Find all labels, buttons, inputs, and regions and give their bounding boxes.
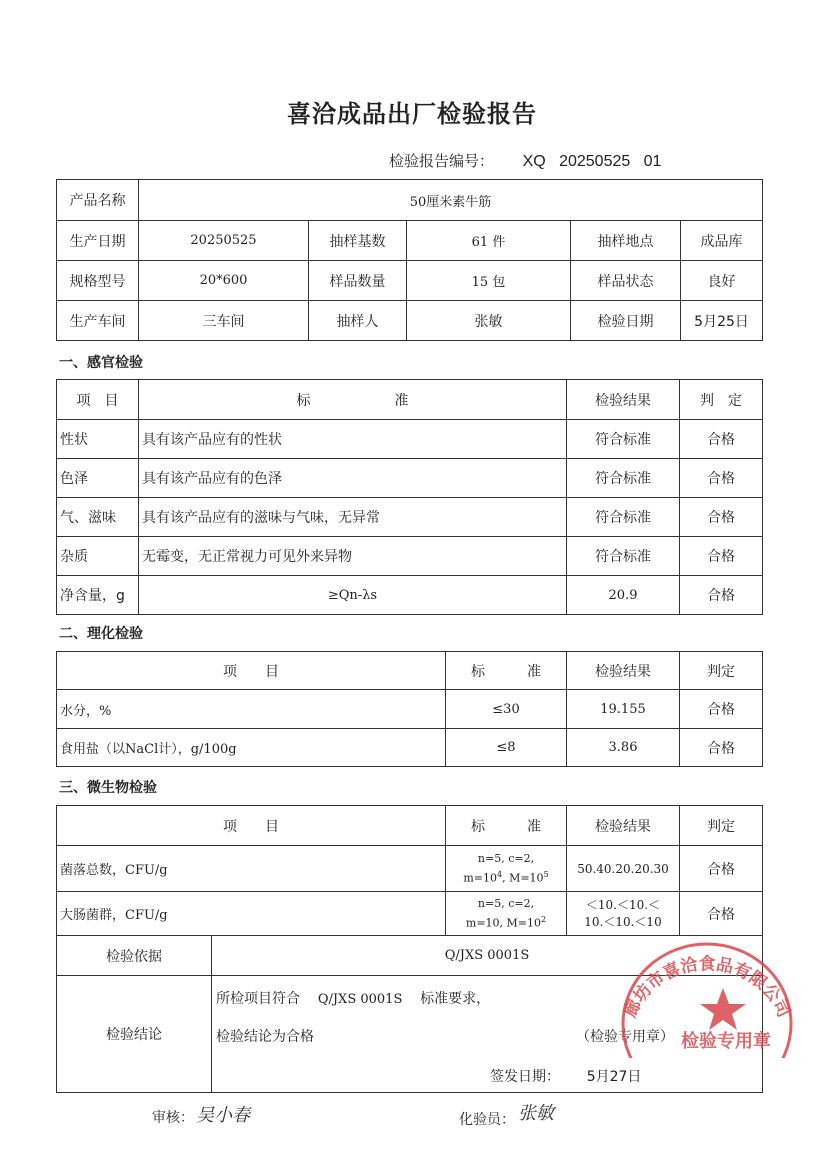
result-cell: 19.155 [567, 690, 680, 729]
result-cell: 符合标准 [567, 498, 680, 537]
verdict-cell: 合格 [680, 690, 763, 729]
seal-star-icon [700, 988, 746, 1030]
column-header: 判定 [680, 806, 763, 846]
conclusion-label: 检验结论 [57, 976, 212, 1093]
column-header: 标 准 [446, 652, 567, 690]
production-date-value: 20250525 [139, 221, 309, 261]
sampling-place-label: 抽样地点 [571, 221, 681, 261]
column-header: 标 准 [446, 806, 567, 846]
verdict-cell: 合格 [680, 498, 763, 537]
workshop-value: 三车间 [139, 301, 309, 341]
sampling-place-value: 成品库 [681, 221, 763, 261]
standard-cell: ≥Qn-λs [139, 576, 567, 615]
verdict-cell: 合格 [680, 892, 763, 936]
spec-label: 规格型号 [57, 261, 139, 301]
report-number-label: 检验报告编号： [389, 152, 495, 170]
section-heading-micro: 三、微生物检验 [59, 780, 157, 796]
product-name-label: 产品名称 [57, 180, 139, 221]
reviewer-signature: 吴小春 [196, 1105, 250, 1126]
result-cell: 符合标准 [567, 420, 680, 459]
verdict-cell: 合格 [680, 537, 763, 576]
table-row [57, 420, 763, 459]
conclusion-line-2: 检验结论为合格 [216, 1029, 314, 1045]
report-title: 喜洽成品出厂检验报告 [287, 100, 537, 128]
standard-line: m=10, $M=10^2$ [465, 914, 547, 930]
item-cell: 食用盐（以NaCl计），g/100g [57, 729, 446, 767]
column-header: 标 准 [139, 380, 567, 420]
standard-line: n=5, c=2, [477, 896, 535, 910]
verdict-cell: 合格 [680, 576, 763, 615]
production-date-label: 生产日期 [57, 221, 139, 261]
physchem-table [56, 651, 763, 767]
product-info-table [56, 179, 763, 341]
column-header: 判 定 [680, 380, 763, 420]
standard-cell [446, 892, 567, 936]
result-cell: 符合标准 [567, 537, 680, 576]
sample-state-value: 良好 [681, 261, 763, 301]
result-cell: ＜10.＜10.＜ 10.＜10.＜10 [567, 892, 680, 936]
verdict-cell: 合格 [680, 420, 763, 459]
verdict-cell: 合格 [680, 729, 763, 767]
standard-line: n=5, c=2, [477, 851, 535, 865]
column-header: 判定 [680, 652, 763, 690]
table-row [57, 846, 763, 892]
standard-cell: 具有该产品应有的性状 [139, 420, 567, 459]
reviewer-label: 审核： [152, 1110, 194, 1126]
sample-state-label: 样品状态 [571, 261, 681, 301]
seal-note: （检验专用章） [576, 1029, 674, 1045]
inspection-date-value: 5月25日 [681, 301, 763, 341]
standard-cell [446, 846, 567, 892]
item-cell: 水分，% [57, 690, 446, 729]
standard-cell: 具有该产品应有的滋味与气味，无异常 [139, 498, 567, 537]
result-cell: 3.86 [567, 729, 680, 767]
sample-qty-value: 15 包 [407, 261, 571, 301]
result-cell: 50.40.20.20.30 [567, 846, 680, 892]
table-row [57, 729, 763, 767]
item-cell: 性状 [57, 420, 139, 459]
result-cell: 20.9 [567, 576, 680, 615]
workshop-label: 生产车间 [57, 301, 139, 341]
tester-signature: 张敏 [518, 1103, 554, 1124]
result-cell: 符合标准 [567, 459, 680, 498]
column-header: 检验结果 [567, 652, 680, 690]
conclusion-line-1: 所检项目符合 Q/JXS 0001S 标准要求， [216, 991, 491, 1007]
standard-cell: 具有该产品应有的色泽 [139, 459, 567, 498]
table-row [57, 690, 763, 729]
basis-value: Q/JXS 0001S [212, 936, 763, 976]
column-header: 检验结果 [567, 806, 680, 846]
item-cell: 净含量，g [57, 576, 139, 615]
column-header: 项 目 [57, 806, 446, 846]
section-heading-sensory: 一、感官检验 [59, 355, 143, 371]
item-cell: 杂质 [57, 537, 139, 576]
item-cell: 菌落总数，CFU/g [57, 846, 446, 892]
tester-label: 化验员： [459, 1112, 515, 1128]
table-row [57, 576, 763, 615]
issue-date: 签发日期： 5月27日 [490, 1069, 642, 1085]
table-row [57, 459, 763, 498]
sampling-base-label: 抽样基数 [309, 221, 407, 261]
sampler-label: 抽样人 [309, 301, 407, 341]
section-heading-physchem: 二、理化检验 [59, 626, 143, 642]
inspection-seal [618, 936, 796, 1058]
sampling-base-value: 61 件 [407, 221, 571, 261]
product-name-value: 50厘米素牛筋 [139, 180, 763, 221]
standard-cell: 无霉变，无正常视力可见外来异物 [139, 537, 567, 576]
column-header: 检验结果 [567, 380, 680, 420]
standard-cell: ≤30 [446, 690, 567, 729]
sample-qty-label: 样品数量 [309, 261, 407, 301]
report-number [389, 150, 661, 171]
seal-purpose-text: 检验专用章 [681, 1031, 771, 1052]
item-cell: 色泽 [57, 459, 139, 498]
table-row [57, 892, 763, 936]
column-header: 项 目 [57, 380, 139, 420]
verdict-cell: 合格 [680, 846, 763, 892]
item-cell: 大肠菌群，CFU/g [57, 892, 446, 936]
standard-cell: ≤8 [446, 729, 567, 767]
column-header: 项 目 [57, 652, 446, 690]
seal-org-text: 廊坊市喜洽食品有限公司 [620, 954, 794, 1021]
item-cell: 气、滋味 [57, 498, 139, 537]
verdict-cell: 合格 [680, 459, 763, 498]
spec-value: 20*600 [139, 261, 309, 301]
inspection-date-label: 检验日期 [571, 301, 681, 341]
sensory-table [56, 379, 763, 615]
table-row [57, 498, 763, 537]
table-row [57, 537, 763, 576]
sampler-value: 张敏 [407, 301, 571, 341]
report-number-value: XQ 20250525 01 [522, 153, 662, 170]
basis-label: 检验依据 [57, 936, 212, 976]
standard-line: $m=10^4$, $M=10^5$ [463, 869, 549, 885]
